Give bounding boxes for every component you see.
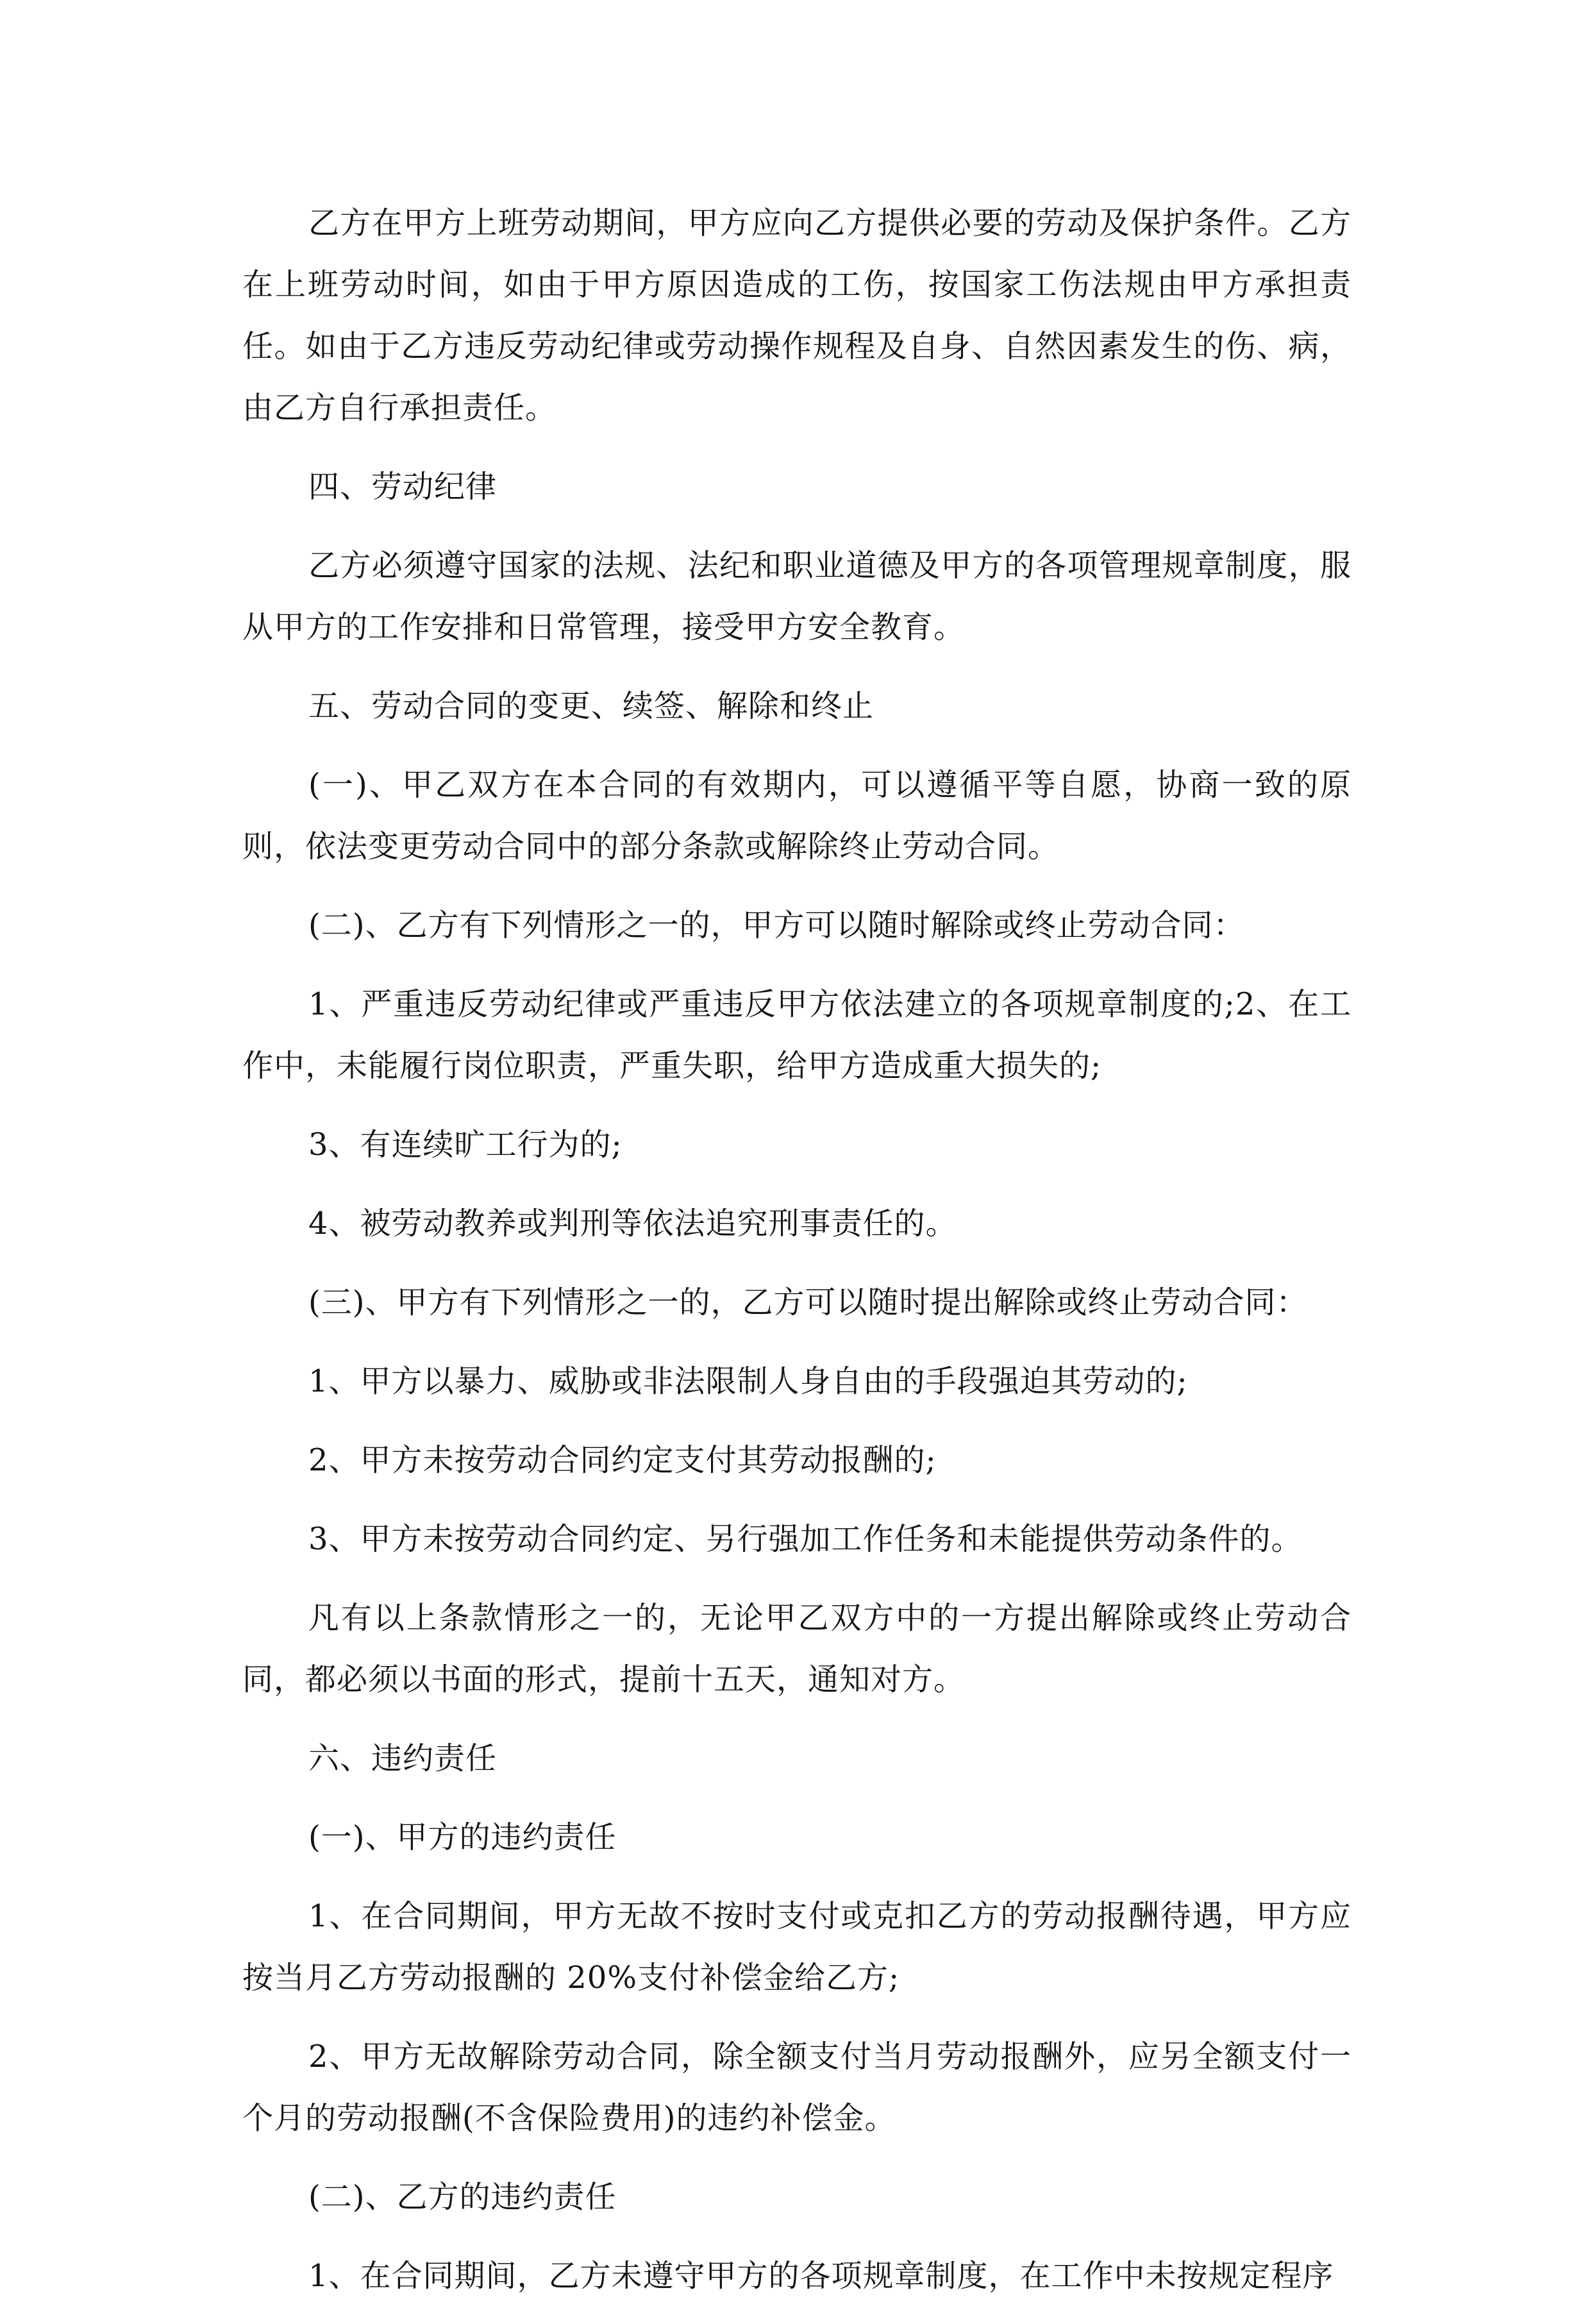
paragraph-clause-3: (三)、甲方有下列情形之一的，乙方可以随时提出解除或终止劳动合同： (308, 1284, 1308, 1320)
paragraph-clause-2-item-1-2: 1、严重违反劳动纪律或严重违反甲方依法建立的各项规章制度的;2、在工作中，未能履行岗位职责，严重失职，给甲方造成重大损失的; (242, 986, 1352, 1084)
paragraph-clause-2: (二)、乙方有下列情形之一的，甲方可以随时解除或终止劳动合同： (308, 907, 1245, 943)
paragraph-clause-1: (一)、甲乙双方在本合同的有效期内，可以遵循平等自愿，协商一致的原则，依法变更劳动合同中的部分条款或解除终止劳动合同。 (242, 767, 1352, 864)
paragraph-party-a-item-1: 1、在合同期间，甲方无故不按时支付或克扣乙方的劳动报酬待遇，甲方应按当月乙方劳动报酬的 20%支付补偿金给乙方; (242, 1898, 1352, 1996)
heading-breach-liability: 六、违约责任 (308, 1740, 498, 1776)
heading-labor-discipline: 四、劳动纪律 (308, 469, 498, 505)
paragraph-party-a-item-2: 2、甲方无故解除劳动合同，除全额支付当月劳动报酬外，应另全额支付一个月的劳动报酬(不含保险费用)的违约补偿金。 (242, 2039, 1352, 2136)
paragraph-discipline-rules: 乙方必须遵守国家的法规、法纪和职业道德及甲方的各项管理规章制度，服从甲方的工作安排和日常管理，接受甲方安全教育。 (242, 548, 1352, 645)
paragraph-work-protection: 乙方在甲方上班劳动期间，甲方应向乙方提供必要的劳动及保护条件。乙方在上班劳动时间，如由于甲方原因造成的工伤，按国家工伤法规由甲方承担责任。如由于乙方违反劳动纪律或劳动操作规程及自身、自然因素发生的伤、病，由乙方自行承担责任。 (242, 205, 1352, 426)
paragraph-clause-3-item-1: 1、甲方以暴力、威胁或非法限制人身自由的手段强迫其劳动的; (308, 1363, 1188, 1399)
paragraph-clause-2-item-4: 4、被劳动教养或判刑等依法追究刑事责任的。 (308, 1206, 957, 1242)
paragraph-party-b-item-1: 1、在合同期间，乙方未遵守甲方的各项规章制度，在工作中未按规定程序 (308, 2258, 1334, 2294)
document-page (242, 192, 1352, 2324)
heading-contract-changes: 五、劳动合同的变更、续签、解除和终止 (308, 688, 874, 724)
paragraph-clause-3-item-3: 3、甲方未按劳动合同约定、另行强加工作任务和未能提供劳动条件的。 (308, 1521, 1303, 1557)
heading-party-b-liability: (二)、乙方的违约责任 (308, 2179, 617, 2215)
heading-party-a-liability: (一)、甲方的违约责任 (308, 1819, 617, 1855)
paragraph-notice-period: 凡有以上条款情形之一的，无论甲乙双方中的一方提出解除或终止劳动合同，都必须以书面的形式，提前十五天，通知对方。 (242, 1600, 1352, 1697)
paragraph-clause-3-item-2: 2、甲方未按劳动合同约定支付其劳动报酬的; (308, 1442, 937, 1478)
paragraph-clause-2-item-3: 3、有连续旷工行为的; (308, 1127, 623, 1163)
